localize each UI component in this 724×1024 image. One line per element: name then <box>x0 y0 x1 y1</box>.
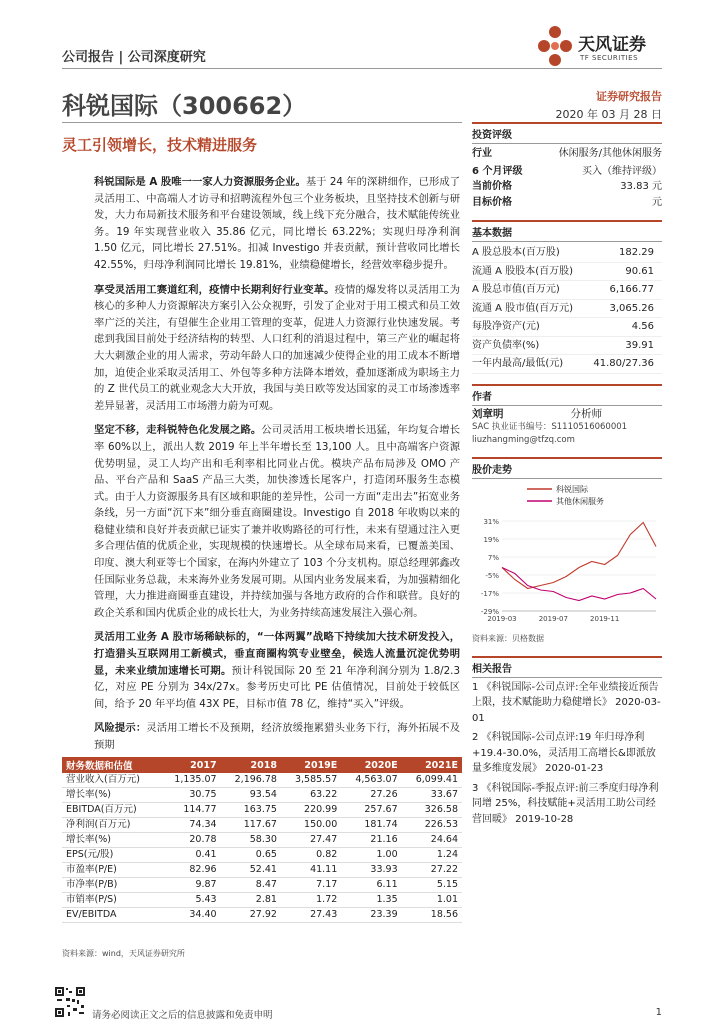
industry-value: 休闲服务/其他休闲服务 <box>558 148 662 159</box>
table-row <box>62 908 462 923</box>
paragraph <box>94 174 460 274</box>
table-cell: 23.39 <box>341 908 401 923</box>
table-cell: 27.92 <box>221 908 281 923</box>
related-reports-list <box>472 680 662 828</box>
logo-text: 天风证券 <box>578 35 646 55</box>
report-date: 2020 年 03 月 28 日 <box>555 108 662 121</box>
price-label: 当前价格 <box>472 181 512 192</box>
basic-data-row <box>472 355 662 374</box>
rating-value: 买入（维持评级） <box>582 165 662 177</box>
title-divider <box>62 122 462 123</box>
price-row <box>472 179 662 195</box>
target-label: 目标价格 <box>472 196 512 208</box>
logo-mark-icon <box>536 24 574 68</box>
target-value: 元 <box>652 196 662 208</box>
year-header: 2018 <box>221 757 281 773</box>
table-cell: 41.11 <box>281 863 341 878</box>
basic-data-value: 90.61 <box>625 265 654 277</box>
year-header: 2020E <box>341 757 401 773</box>
footer-disclaimer[interactable]: 请务必阅读正文之后的信息披露和免责申明 <box>92 1010 273 1021</box>
y-tick-label: -5% <box>485 571 499 580</box>
table-cell: 114.77 <box>160 803 220 818</box>
table-body <box>62 773 462 923</box>
table-cell: 220.99 <box>281 803 341 818</box>
paragraph-lead: 科锐国际是 A 股唯一一家人力资源服务企业。 <box>94 176 306 188</box>
table-cell: 1.24 <box>402 848 462 863</box>
target-row <box>472 195 662 211</box>
table-row <box>62 773 462 788</box>
table-source: 资料来源：wind，天风证券研究所 <box>62 949 185 958</box>
table-cell: 21.16 <box>341 833 401 848</box>
table-row <box>62 833 462 848</box>
table-cell: 181.74 <box>341 818 401 833</box>
related-report-link[interactable]: 2 《科锐国际-公司点评:19 年归母净利+19.4-30.0%，灵活用工高增长&即派放量多维度发展》 2020-01-23 <box>472 732 656 774</box>
row-label: 增长率(%) <box>62 788 160 803</box>
paragraph-lead: 享受灵活用工赛道红利，疫情中长期利好行业变革。 <box>94 283 335 296</box>
table-cell: 6,099.41 <box>402 773 462 788</box>
basic-data-value: 41.80/27.36 <box>593 358 654 369</box>
table-cell: 0.65 <box>221 848 281 863</box>
table-cell: 117.67 <box>221 818 281 833</box>
table-row <box>62 863 462 878</box>
table-title-header: 财务数据和估值 <box>62 757 160 773</box>
basic-data-label: A 股总股本(百万股) <box>472 247 560 258</box>
related-report-link[interactable]: 3 《科锐国际-季报点评:前三季度归母净利同增 25%，科技赋能+灵活用工助公司经营回暖》 2019-10-28 <box>472 782 659 825</box>
basic-section-title: 基本数据 <box>472 220 662 242</box>
table-cell: 5.43 <box>160 893 220 908</box>
table-cell: 7.17 <box>281 878 341 893</box>
table-cell: 1.72 <box>281 893 341 908</box>
table-cell: 1.01 <box>402 893 462 908</box>
table-cell: 4,563.07 <box>341 773 401 788</box>
table-cell: 30.75 <box>160 788 220 803</box>
table-row <box>62 818 462 833</box>
risk-paragraph <box>94 720 460 753</box>
tf-securities-logo <box>536 22 666 72</box>
basic-data-label: 一年内最高/最低(元) <box>472 358 564 369</box>
basic-data-row <box>472 244 662 263</box>
price-value: 33.83 元 <box>620 181 662 192</box>
analyst-cert: SAC 执业证书编号：S1110516060001 <box>472 421 628 432</box>
chart-source: 资料来源：贝格数据 <box>472 633 544 643</box>
basic-data-row <box>472 263 662 282</box>
table-cell: 34.40 <box>160 908 220 923</box>
legend-label: 其他休闲服务 <box>556 496 604 506</box>
legend-label: 科锐国际 <box>556 484 588 494</box>
table-cell: 33.67 <box>402 788 462 803</box>
related-section-title: 相关报告 <box>472 656 662 678</box>
y-tick-label: 7% <box>487 553 499 562</box>
header-divider <box>62 68 662 69</box>
table-cell: 3,585.57 <box>281 773 341 788</box>
basic-data-label: 每股净资产(元) <box>472 321 540 332</box>
table-row <box>62 788 462 803</box>
chart-svg <box>472 481 662 629</box>
table-cell: 52.41 <box>221 863 281 878</box>
author-section-title: 作者 <box>472 384 662 406</box>
paragraph-lead: 坚定不移，走科锐特色化发展之路。 <box>94 424 262 437</box>
paragraph-lead: 灵活用工业务 A 股市场稀缺标的，“一体两翼”战略下持续加大技术研发投入，打造猎头互联网用工新模式，垂直商圈构筑专业壁垒，候选人流量沉淀优势明显，未来业绩加速增长可期。 <box>94 631 460 677</box>
row-label: 市净率(P/B) <box>62 878 160 893</box>
report-title: 科锐国际（300662） <box>62 92 307 120</box>
y-tick-label: 31% <box>483 517 499 526</box>
table-row <box>62 848 462 863</box>
related-report-link[interactable]: 1 《科锐国际-公司点评:全年业绩接近预告上限，技术赋能助力稳健增长》 2020-03-01 <box>472 681 661 724</box>
table-cell: 24.64 <box>402 833 462 848</box>
table-row <box>62 893 462 908</box>
table-cell: 6.11 <box>341 878 401 893</box>
table-cell: 1.00 <box>341 848 401 863</box>
table-cell: 1.35 <box>341 893 401 908</box>
table-cell: 27.43 <box>281 908 341 923</box>
logo-subtext: TF SECURITIES <box>580 54 639 62</box>
table-cell: 0.82 <box>281 848 341 863</box>
paragraph-body: 公司灵活用工板块增长迅猛，年均复合增长率 60%以上，派出人数 2019 年上半年增长至 13,100 人。且中高端客户资源优势明显，灵工人均产出和毛利率相比同业占优。模块产品布局涉及 OMO 产品、平台产品和 SaaS 产品三大类，加快渗透长尾客户，打造闭环服务生态模式。由于人力资源服务具有区域和职能的差异性，公司一方面“走出去”拓宽业务条线，另一方面“沉下来”细分垂直商圈建设。Investigo 自 2018 年收购以来的稳健业绩和良好并表贡献已证实了兼并收购路径的可行性，未来有望通过注入更多合理估值的优质企业，实现规模的快速增长。从全球布局来看，已覆盖美国、印度、澳大利亚等七个国家，在海内外建立了 103 个分支机构。原总经理郭鑫改任国际业务总裁，未来海外业务发展可期。从国内业务发展来看，为加强精细化管理，大力推进商圈垂直建设，并持续加强与各地方政府的合作和联营。良好的政企关系和国内优质企业的成长壮大，为业务持续高速发展注入强心剂。 <box>94 424 461 619</box>
basic-data-value: 3,065.26 <box>609 302 654 314</box>
analyst-name: 刘章明 <box>472 407 504 420</box>
basic-data-list <box>472 244 662 374</box>
breadcrumb: 公司报告 | 公司深度研究 <box>62 50 206 65</box>
y-tick-label: 19% <box>483 535 499 544</box>
stock-price-chart <box>472 481 662 633</box>
paragraph-body: 预计科锐国际 20 至 21 年净利润分别为 1.8/2.3 亿，对应 PE 分别为 34x/27x。参考历史可比 PE 估值情况，目前处于较低区间，给予 20 年平均值 43X PE，目标市值 78 亿，维持“买入”评级。 <box>94 664 460 710</box>
series-line <box>502 522 656 588</box>
table-cell: 33.93 <box>341 863 401 878</box>
year-header: 2021E <box>402 757 462 773</box>
report-type: 证券研究报告 <box>596 90 662 103</box>
table-cell: 150.00 <box>281 818 341 833</box>
table-cell: 93.54 <box>221 788 281 803</box>
basic-data-row <box>472 337 662 356</box>
row-label: EPS(元/股) <box>62 848 160 863</box>
sidebar <box>472 122 662 831</box>
basic-data-row <box>472 300 662 319</box>
year-header: 2017 <box>160 757 220 773</box>
table-cell: 27.22 <box>402 863 462 878</box>
table-cell: 27.47 <box>281 833 341 848</box>
table-cell: 82.96 <box>160 863 220 878</box>
basic-data-value: 4.56 <box>631 321 654 332</box>
x-tick-label: 2019-03 <box>487 614 517 623</box>
row-label: 市盈率(P/E) <box>62 863 160 878</box>
row-label: EV/EBITDA <box>62 908 160 923</box>
table-cell: 20.78 <box>160 833 220 848</box>
y-tick-label: -29% <box>480 607 499 616</box>
row-label: 市销率(P/S) <box>62 893 160 908</box>
row-label: EBITDA(百万元) <box>62 803 160 818</box>
table-cell: 163.75 <box>221 803 281 818</box>
table-cell: 1,135.07 <box>160 773 220 788</box>
paragraph <box>94 629 460 712</box>
industry-row <box>472 146 662 162</box>
paragraph <box>94 422 460 621</box>
report-subtitle: 灵工引领增长，技术精进服务 <box>62 136 258 154</box>
table-cell: 0.41 <box>160 848 220 863</box>
table-cell: 27.26 <box>341 788 401 803</box>
table-cell: 58.30 <box>221 833 281 848</box>
basic-data-label: 流通 A 股市值(百万元) <box>472 302 574 314</box>
basic-data-row <box>472 281 662 300</box>
paragraph-body: 基于 24 年的深耕细作，已形成了灵活用工、中高端人才访寻和招聘流程外包三个业务板块，且坚持技术创新与研发，大力布局新技术服务和平台建设领域，线上线下充分融合，技术赋能传统业务。19 年实现营业收入 35.86 亿元，同比增长 63.22%；实现归母净利润 1.50 亿元，同比增长 27.51%。扣减 Investigo 并表贡献，预计营收同比增长 42.55%，归母净利润同比增长 19.81%，业绩稳健增长，经营效率稳步提升。 <box>94 176 461 271</box>
table-cell: 326.58 <box>402 803 462 818</box>
y-tick-label: -17% <box>480 589 499 598</box>
table-cell: 8.47 <box>221 878 281 893</box>
analyst-card <box>472 408 662 447</box>
basic-data-row <box>472 318 662 337</box>
basic-data-value: 39.91 <box>625 339 654 351</box>
basic-data-value: 6,166.77 <box>609 284 654 295</box>
basic-data-label: 流通 A 股股本(百万股) <box>472 265 574 277</box>
series-line <box>502 567 656 600</box>
row-label: 增长率(%) <box>62 833 160 848</box>
qr-code-icon <box>54 986 86 1018</box>
table-row <box>62 878 462 893</box>
table-cell: 9.87 <box>160 878 220 893</box>
rating-label: 6 个月评级 <box>472 165 523 177</box>
basic-data-label: 资产负债率(%) <box>472 339 540 351</box>
basic-data-value: 182.29 <box>619 247 654 258</box>
rating-row <box>472 164 662 180</box>
year-header: 2019E <box>281 757 341 773</box>
table-cell: 63.22 <box>281 788 341 803</box>
x-tick-label: 2019-11 <box>590 614 620 623</box>
table-cell: 226.53 <box>402 818 462 833</box>
x-tick-label: 2019-07 <box>538 614 568 623</box>
row-label: 净利润(百万元) <box>62 818 160 833</box>
rating-section-title: 投资评级 <box>472 122 662 144</box>
body-text <box>94 174 460 762</box>
paragraph <box>94 282 460 415</box>
analyst-email[interactable]: liuzhangming@tfzq.com <box>472 434 575 445</box>
basic-data-label: A 股总市值(百万元) <box>472 284 560 295</box>
paragraph-lead: 风险提示： <box>94 722 147 735</box>
table-cell: 5.15 <box>402 878 462 893</box>
table-cell: 2.81 <box>221 893 281 908</box>
table-header-row <box>62 757 462 773</box>
row-label: 营业收入(百万元) <box>62 773 160 788</box>
industry-label: 行业 <box>472 148 492 159</box>
analyst-role: 分析师 <box>570 407 602 420</box>
chart-section-title: 股价走势 <box>472 457 662 479</box>
table-row <box>62 803 462 818</box>
analyst-name-row <box>472 408 602 421</box>
table-cell: 74.34 <box>160 818 220 833</box>
page-number: 1 <box>655 1007 662 1018</box>
financial-table <box>62 757 462 923</box>
paragraph-body: 灵活用工增长不及预期，经济放缓拖累猎头业务下行，海外拓展不及预期 <box>94 722 461 751</box>
table-cell: 18.56 <box>402 908 462 923</box>
table-cell: 2,196.78 <box>221 773 281 788</box>
paragraph-body: 疫情的爆发将以灵活用工为核心的多种人力资源解决方案引入公众视野，引发了企业对于用工模式和员工效率广泛的关注，有望催生企业用工管理的变革，促进人力资源行业快速发展。考虑到我国目前处于经济结构的转型、人口红利的消退过程中，第三产业的崛起将大大刺激企业的用人需求，劳动年龄人口的加速减少使得企业的用工成本不断增加，迫使企业采取灵活用工、外包等多种方法降本增效，叠加逐渐成为职场主力的 Z 世代员工的就业观念大大开放，我国与美日欧等发达国家的灵工市场渗透率差异显著，灵活用工市场潜力蔚为可观。 <box>94 283 461 412</box>
table-cell: 257.67 <box>341 803 401 818</box>
